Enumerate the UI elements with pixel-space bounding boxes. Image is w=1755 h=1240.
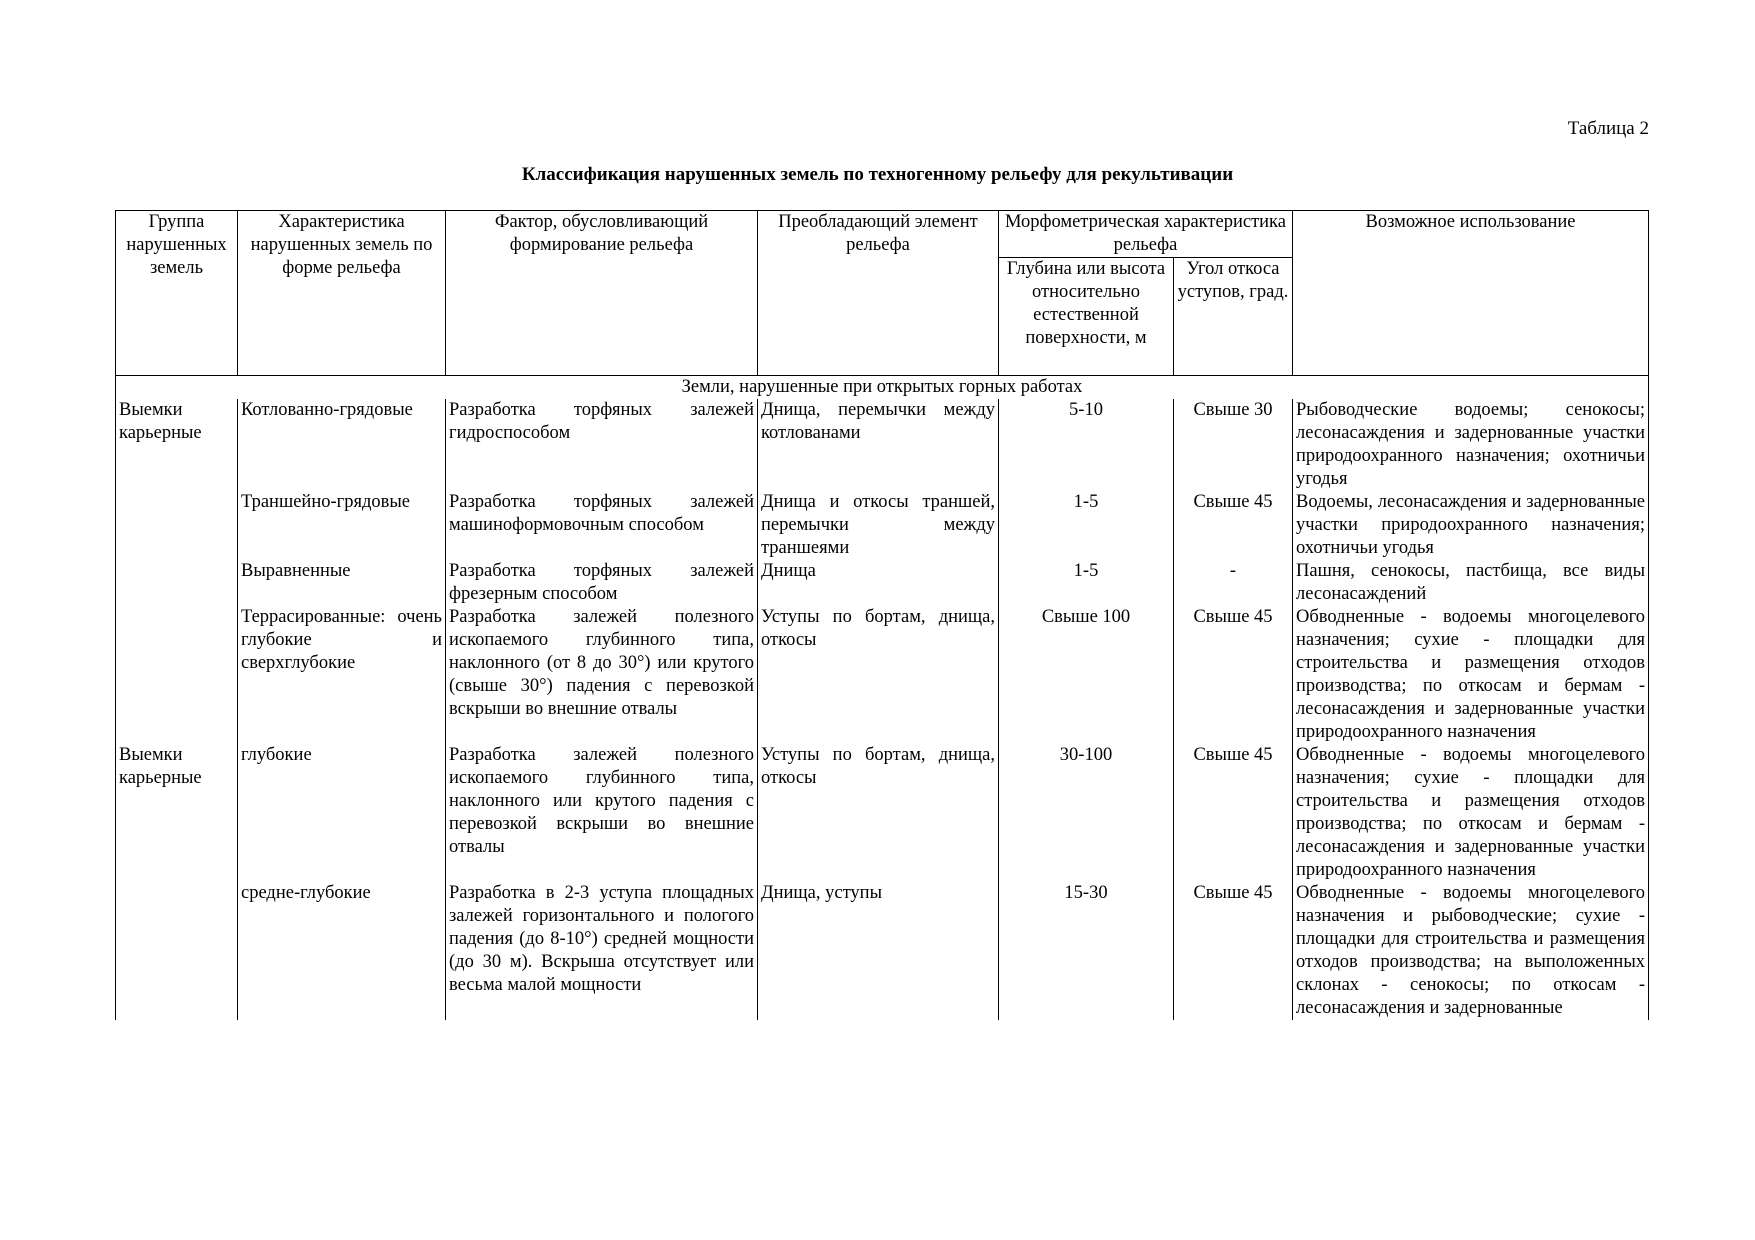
section-title: Земли, нарушенные при открытых горных работах <box>116 376 1649 400</box>
cell-use: Водоемы, лесонасаждения и задернованные участки природоохранного назначения; охотничьи угодья <box>1293 491 1649 560</box>
cell-depth: 15-30 <box>999 882 1174 1020</box>
header-factor: Фактор, обусловливающий формирование рельефа <box>446 211 758 376</box>
cell-depth: 1-5 <box>999 491 1174 560</box>
table-row <box>116 606 1649 744</box>
cell-use: Обводненные - водоемы многоцелевого назначения; сухие - площадки для строительства и размещения отходов производства; по откосам и бермам - лесонасаждения и задернованные участки природоохранного назначения <box>1293 744 1649 882</box>
cell-characteristic: Котлованно-грядовые <box>238 399 446 491</box>
cell-characteristic: Террасированные: очень глубокие и сверхглубокие <box>238 606 446 744</box>
cell-characteristic: Траншейно-грядовые <box>238 491 446 560</box>
classification-table-wrapper <box>115 210 1649 1020</box>
header-depth: Глубина или высота относительно естественной поверхности, м <box>999 258 1174 376</box>
cell-group <box>116 882 238 1020</box>
cell-group <box>116 491 238 560</box>
cell-characteristic: средне-глубокие <box>238 882 446 1020</box>
cell-factor: Разработка торфяных залежей фрезерным способом <box>446 560 758 606</box>
header-angle: Угол откоса уступов, град. <box>1174 258 1293 376</box>
header-group: Группа нарушенных земель <box>116 211 238 376</box>
cell-group <box>116 606 238 744</box>
cell-angle: Свыше 45 <box>1174 491 1293 560</box>
table-row <box>116 560 1649 606</box>
table-row <box>116 399 1649 491</box>
cell-angle: Свыше 30 <box>1174 399 1293 491</box>
cell-group: Выемки карьерные <box>116 744 238 882</box>
table-row <box>116 882 1649 1020</box>
cell-group <box>116 560 238 606</box>
cell-use: Обводненные - водоемы многоцелевого назначения и рыбоводческие; сухие - площадки для строительства и размещения отходов производства; на выположенных склонах - сенокосы; по откосам - лесонасаждения и задернованные <box>1293 882 1649 1020</box>
cell-element: Уступы по бортам, днища, откосы <box>758 606 999 744</box>
cell-element: Уступы по бортам, днища, откосы <box>758 744 999 882</box>
cell-angle: Свыше 45 <box>1174 606 1293 744</box>
cell-angle: - <box>1174 560 1293 606</box>
cell-depth: 30-100 <box>999 744 1174 882</box>
cell-factor: Разработка в 2-3 уступа площадных залежей горизонтального и пологого падения (до 8-10°) средней мощности (до 30 м). Вскрыша отсутствует или весьма малой мощности <box>446 882 758 1020</box>
header-characteristic: Характеристика нарушенных земель по форме рельефа <box>238 211 446 376</box>
cell-element: Днища, перемычки между котлованами <box>758 399 999 491</box>
cell-use: Рыбоводческие водоемы; сенокосы; лесонасаждения и задернованные участки природоохранного назначения; охотничьи угодья <box>1293 399 1649 491</box>
cell-factor: Разработка торфяных залежей гидроспособом <box>446 399 758 491</box>
cell-depth: 5-10 <box>999 399 1174 491</box>
cell-factor: Разработка залежей полезного ископаемого глубинного типа, наклонного или крутого падения с перевозкой вскрыши во внешние отвалы <box>446 744 758 882</box>
cell-element: Днища, уступы <box>758 882 999 1020</box>
cell-characteristic: глубокие <box>238 744 446 882</box>
table-row <box>116 744 1649 882</box>
cell-group: Выемки карьерные <box>116 399 238 491</box>
document-title: Классификация нарушенных земель по техногенному рельефу для рекультивации <box>521 164 1234 185</box>
cell-angle: Свыше 45 <box>1174 744 1293 882</box>
header-morphometric: Морфометрическая характеристика рельефа <box>999 211 1293 258</box>
cell-angle: Свыше 45 <box>1174 882 1293 1020</box>
section-row <box>116 376 1649 400</box>
table-row <box>116 491 1649 560</box>
cell-use: Обводненные - водоемы многоцелевого назначения; сухие - площадки для строительства и размещения отходов производства; по откосам и бермам - лесонасаждения и задернованные участки природоохранного назначения <box>1293 606 1649 744</box>
cell-use: Пашня, сенокосы, пастбища, все виды лесонасаждений <box>1293 560 1649 606</box>
header-element: Преобладающий элемент рельефа <box>758 211 999 376</box>
header-possible-use: Возможное использование <box>1293 211 1649 376</box>
cell-depth: 1-5 <box>999 560 1174 606</box>
cell-factor: Разработка залежей полезного ископаемого глубинного типа, наклонного (от 8 до 30°) или крутого (свыше 30°) падения с перевозкой вскрыши во внешние отвалы <box>446 606 758 744</box>
classification-table <box>115 210 1649 1020</box>
cell-factor: Разработка торфяных залежей машиноформовочным способом <box>446 491 758 560</box>
cell-depth: Свыше 100 <box>999 606 1174 744</box>
cell-element: Днища <box>758 560 999 606</box>
cell-characteristic: Выравненные <box>238 560 446 606</box>
cell-element: Днища и откосы траншей, перемычки между траншеями <box>758 491 999 560</box>
table-number-label: Таблица 2 <box>1567 118 1649 139</box>
